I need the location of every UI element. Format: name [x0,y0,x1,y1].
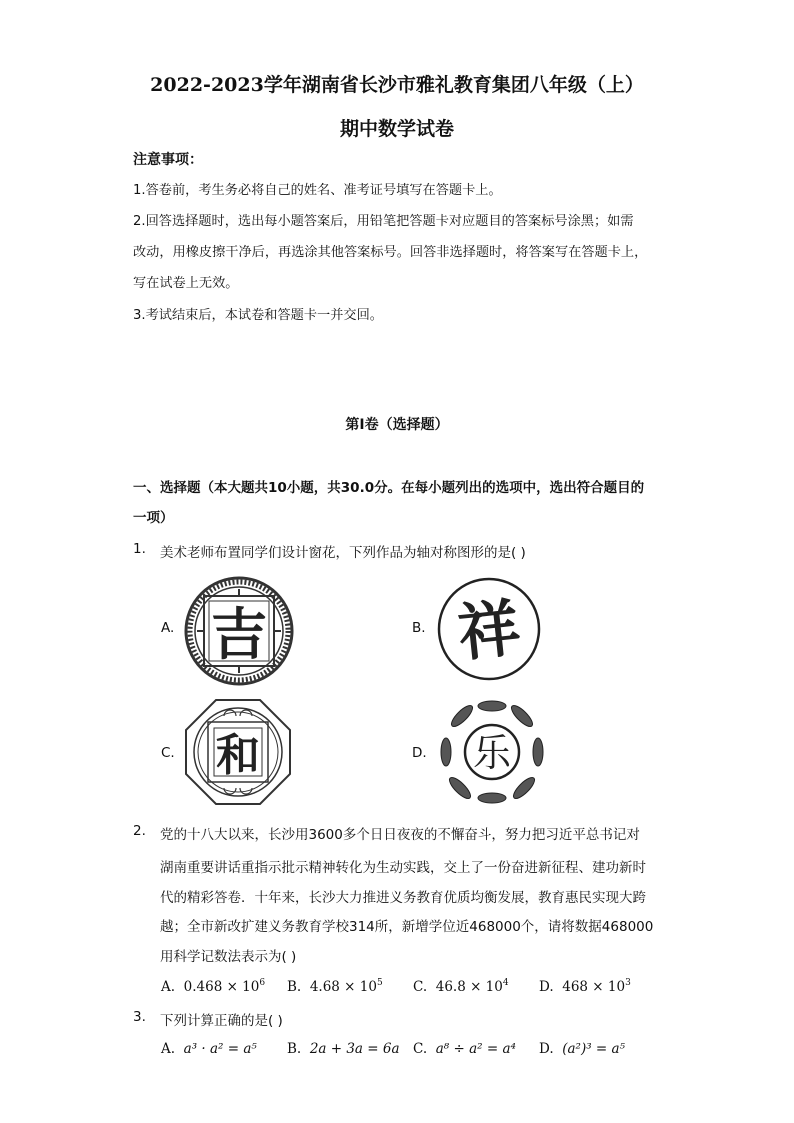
section-heading-line1: 一、选择题（本大题共10小题，共30.0分。在每小题列出的选项中，选出符合题目的 [133,480,645,496]
q1-figure-c [184,698,292,806]
question-1-number: 1. [133,541,146,557]
q2-option-d: D. $468 \times 10^3$ [539,978,631,995]
q1-option-a-label: A. [161,620,175,636]
question-2-line1: 党的十八大以来，长沙用3600多个日日夜夜的不懈奋斗，努力把习近平总书记对 [160,827,640,843]
question-2-line4: 越；全市新改扩建义务教育学校314所，新增学位近468000个，请将数据468000 [160,919,654,935]
q1-figure-d [436,698,548,806]
q1-figure-b-char: 祥 [454,590,524,671]
notice-line-2c: 写在试卷上无效。 [133,276,239,291]
question-2-number: 2. [133,823,146,839]
q1-option-d-label: D. [412,745,427,761]
question-2-line3: 代的精彩答卷．十年来，长沙大力推进义务教育优质均衡发展，教育惠民实现大跨 [160,890,646,906]
question-3-number: 3. [133,1009,146,1025]
notice-line-2b: 改动，用橡皮擦干净后，再选涂其他答案标号。回答非选择题时，将答案写在答题卡上， [133,245,648,260]
q1-figure-d-char: 乐 [472,731,512,775]
q3-option-d: D. (a²)³ = a⁵ [539,1041,625,1057]
q2-option-c: C. $46.8 \times 10^4$ [413,978,509,995]
exam-title-line2: 期中数学试卷 [339,118,454,140]
q1-option-c-label: C. [161,745,175,761]
exam-title-line1: 2022-2023学年湖南省长沙市雅礼教育集团八年级（上） [150,74,644,96]
q2-option-a: A. $0.468 \times 10^6$ [161,978,266,995]
q3-option-b: B. 2a + 3a = 6a [287,1041,400,1057]
q1-figure-a [184,576,294,686]
section-heading-line2: 一项） [133,510,174,526]
q3-option-c: C. a⁸ ÷ a² = a⁴ [413,1041,516,1057]
question-2-line2: 湖南重要讲话重指示批示精神转化为生动实践，交上了一份奋进新征程、建功新时 [160,860,646,876]
q1-figure-b [436,576,542,682]
q1-option-b-label: B. [412,620,426,636]
notice-heading: 注意事项： [133,152,203,168]
question-3-text: 下列计算正确的是( ) [160,1013,283,1029]
question-2-line5: 用科学记数法表示为( ) [160,949,297,965]
question-1-text: 美术老师布置同学们设计窗花，下列作品为轴对称图形的是( ) [160,545,526,561]
notice-line-1: 1.答卷前，考生务必将自己的姓名、准考证号填写在答题卡上。 [133,183,502,198]
part-title: 第I卷（选择题） [345,417,449,433]
q3-option-a: A. a³ · a² = a⁵ [161,1041,257,1057]
notice-line-3: 3.考试结束后，本试卷和答题卡一并交回。 [133,308,383,323]
q2-option-b: B. $4.68 \times 10^5$ [287,978,383,995]
q1-figure-c-char: 和 [216,730,260,781]
q1-figure-a-char: 吉 [211,603,267,668]
notice-line-2a: 2.回答选择题时，选出每小题答案后，用铅笔把答题卡对应题目的答案标号涂黑；如需 [133,214,634,229]
